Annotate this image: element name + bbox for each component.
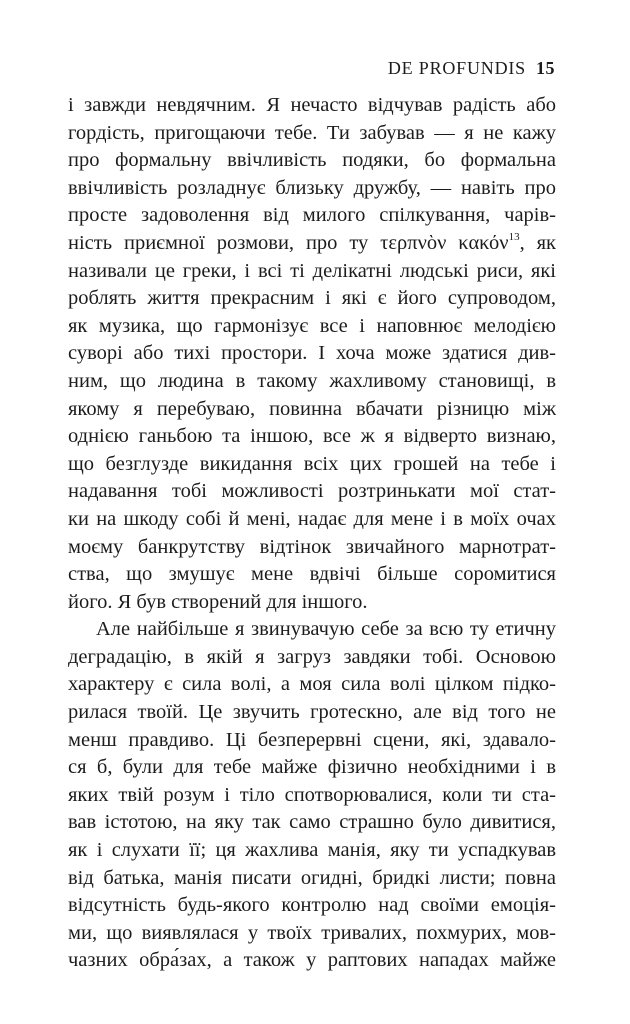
text-line: гордість, пригощаючи тебе. Ти забував — я не кажу: [68, 121, 556, 144]
text-line: вав істотою, на яку так само страшно було дивитися,: [68, 811, 556, 834]
text-line: ства, що змушує мене вдвічі більше соромитися: [68, 563, 556, 586]
text-line: і завжди невдячним. Я нечасто відчував радість або: [68, 94, 556, 116]
text-line: що безглузде викидання всіх цих грошей на тебе і: [68, 452, 556, 475]
text-line: моєму банкрутству відтінок звичайного марнотрат-: [68, 535, 556, 558]
text-line: називали це греки, і всі ті делікатні людські риси, які: [68, 259, 556, 282]
text-line: ввічливість розладнує близьку дружбу, — навіть про: [68, 176, 556, 199]
text-line: про формальну ввічливість подяки, бо формальна: [68, 149, 556, 172]
text-line: ся б, були для тебе майже фізично необхідними і в: [68, 756, 556, 779]
text-line: деградацію, в якій я загруз завдяки тобі. Основою: [68, 645, 556, 668]
paragraph-last-line: його. Я був створений для іншого.: [68, 590, 368, 613]
text-line: від батька, манія писати огидні, бридкі листи; повна: [68, 866, 556, 889]
text-line: ми, що виявлялася у твоїх тривалих, похмурих, мов-: [68, 921, 556, 944]
text-line: як музика, що гармонізує все і наповнює мелодією: [68, 314, 556, 337]
text-line: як і слухати її; ця жахлива манія, яку ти успадкував: [68, 839, 556, 862]
text-line: характеру є сила волі, а моя сила волі цілком підко-: [68, 673, 556, 696]
text-line: ки на шкоду собі й мені, надає для мене і в моїх очах: [68, 507, 556, 530]
footnote-reference: 13: [508, 231, 520, 244]
paragraph-first-line: Але найбільше я звинувачую себе за всю ту етичну: [96, 618, 556, 641]
text-line-fragment: ність приємної розмови, про ту τερπνὸν κακόν: [68, 231, 509, 254]
text-line: менш правдиво. Ці безперервні сцени, які, здавало-: [68, 728, 556, 751]
text-line: чазних обра́зах, а також у раптових нападах майже: [68, 949, 556, 972]
text-line: роблять життя прекрасним і які є його супроводом,: [68, 287, 556, 310]
text-line: просте задоволення від милого спілкування, чарів-: [68, 204, 556, 227]
text-line: надавання тобі можливості розтринькати мої стат-: [68, 480, 556, 503]
text-line: якому я перебуваю, повинна вбачати різницю між: [68, 397, 556, 420]
text-line: ним, що людина в такому жахливому становищі, в: [68, 369, 556, 392]
text-line: відсутність будь-якого контролю над своїми емоція-: [68, 894, 556, 917]
text-line-fragment: , як: [519, 231, 557, 254]
text-line: суворі або тихі простори. І хоча може здатися див-: [68, 342, 556, 365]
text-line: рилася твоїй. Це звучить гротескно, але від того не: [68, 701, 556, 724]
page-number: 15: [536, 58, 555, 78]
running-header: [388, 58, 555, 79]
running-title: DE PROFUNDIS: [387, 58, 526, 78]
text-line-with-footnote: [68, 230, 556, 258]
body-text: [68, 92, 556, 975]
text-line: однією ганьбою та іншою, все ж я відверто визнаю,: [68, 425, 556, 448]
text-line: яких твій розум і тіло спотворювалися, коли ти ста-: [68, 783, 556, 806]
